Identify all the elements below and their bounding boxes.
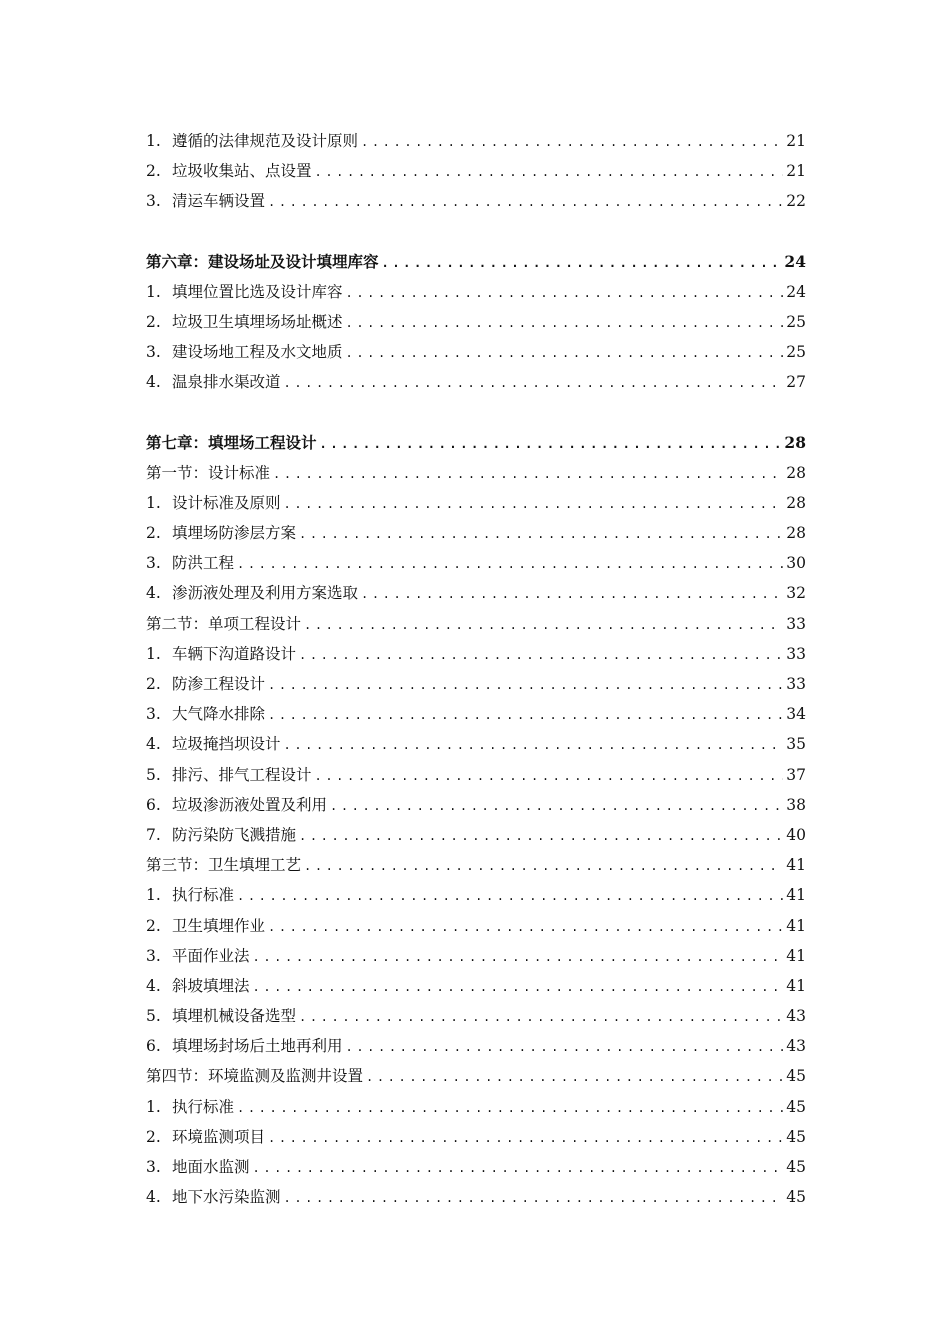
toc-entry-item[interactable] <box>146 518 806 548</box>
toc-entry-number: 2. <box>146 312 161 331</box>
toc-entry-text: 防洪工程 <box>172 554 235 573</box>
toc-entry-text: 遵循的法律规范及设计原则 <box>172 132 359 150</box>
dot-leader <box>237 881 783 911</box>
toc-entry-title <box>146 1182 281 1212</box>
toc-entry-number: 3. <box>146 705 161 724</box>
toc-entry-item[interactable] <box>146 639 806 669</box>
toc-entry-text: 第六章：建设场址及设计填埋库容 <box>146 251 379 271</box>
dot-leader <box>268 187 783 217</box>
toc-entry-number: 6. <box>146 795 161 814</box>
toc-entry-page-number: 28 <box>786 493 806 512</box>
toc-entry-item[interactable] <box>146 126 806 156</box>
toc-entry-number: 4. <box>146 735 161 754</box>
toc-entry-number: 1. <box>146 132 161 150</box>
toc-entry-text: 防污染防飞溅措施 <box>172 825 297 844</box>
toc-entry-number: 5. <box>146 1007 161 1026</box>
toc-entry-title <box>146 1061 363 1091</box>
toc-entry-text: 渗沥液处理及利用方案选取 <box>172 584 359 603</box>
dot-leader <box>315 761 783 791</box>
toc-entry-text: 环境监测项目 <box>172 1127 266 1146</box>
toc-entry-title <box>146 277 343 307</box>
toc-entry-page-number: 38 <box>786 795 806 814</box>
toc-entry-title <box>146 669 265 699</box>
toc-entry-title <box>146 518 296 548</box>
toc-entry-title <box>146 880 234 910</box>
toc-entry-item[interactable] <box>146 337 806 367</box>
toc-entry-page-number: 30 <box>786 554 806 573</box>
toc-entry-page-number: 33 <box>786 675 806 693</box>
toc-entry-text: 车辆下沟道路设计 <box>172 644 297 663</box>
toc-entry-section[interactable] <box>146 1061 806 1091</box>
toc-entry-page-number: 21 <box>786 162 806 181</box>
dot-leader <box>268 912 783 942</box>
toc-entry-page-number: 28 <box>786 463 806 482</box>
toc-entry-title <box>146 971 250 1001</box>
toc-entry-title <box>146 578 358 608</box>
toc-entry-page-number: 41 <box>786 946 806 965</box>
toc-entry-text: 垃圾收集站、点设置 <box>172 162 312 181</box>
toc-entry-title <box>146 307 343 337</box>
dot-leader <box>320 429 782 459</box>
toc-entry-text: 防渗工程设计 <box>172 675 266 693</box>
toc-entry-item[interactable] <box>146 941 806 971</box>
toc-entry-number: 4. <box>146 1188 161 1207</box>
toc-entry-number: 4. <box>146 584 161 603</box>
toc-entry-text: 垃圾掩挡坝设计 <box>172 735 281 754</box>
toc-entry-page-number: 27 <box>786 373 806 392</box>
dot-leader <box>284 368 783 398</box>
toc-entry-item[interactable] <box>146 488 806 518</box>
toc-entry-number: 2. <box>146 524 161 543</box>
toc-entry-number: 1. <box>146 644 161 663</box>
toc-entry-page-number: 28 <box>786 524 806 543</box>
toc-entry-text: 第二节：单项工程设计 <box>146 614 302 633</box>
toc-entry-number: 2. <box>146 1127 161 1146</box>
toc-entry-page-number: 33 <box>786 644 806 663</box>
toc-entry-text: 斜坡填埋法 <box>172 976 250 995</box>
toc-entry-page-number: 41 <box>786 856 806 875</box>
dot-leader <box>315 157 783 187</box>
toc-entry-title <box>146 1031 343 1061</box>
dot-leader <box>346 338 783 368</box>
toc-entry-title <box>146 428 317 458</box>
toc-entry-text: 建设场地工程及水文地质 <box>172 343 343 362</box>
dot-leader <box>237 1093 783 1123</box>
toc-entry-title <box>146 1122 265 1152</box>
toc-entry-page-number: 37 <box>786 765 806 784</box>
toc-entry-section[interactable] <box>146 850 806 880</box>
toc-entry-item[interactable] <box>146 1092 806 1122</box>
toc-entry-page-number: 41 <box>786 886 806 905</box>
toc-entry-item[interactable] <box>146 1122 806 1152</box>
toc-entry-title <box>146 699 265 729</box>
toc-entry-page-number: 45 <box>786 1067 806 1086</box>
toc-entry-item[interactable] <box>146 699 806 729</box>
toc-entry-page-number: 35 <box>786 735 806 754</box>
toc-entry-page-number: 28 <box>784 432 806 452</box>
toc-entry-number: 1. <box>146 282 161 301</box>
dot-leader <box>299 519 783 549</box>
toc-entry-chapter[interactable] <box>146 428 806 458</box>
toc-entry-text: 执行标准 <box>172 1097 235 1116</box>
toc-entry-section[interactable] <box>146 458 806 488</box>
dot-leader <box>382 248 782 278</box>
dot-leader <box>346 1032 783 1062</box>
toc-entry-page-number: 25 <box>786 343 806 362</box>
toc-entry-page-number: 24 <box>784 251 806 271</box>
toc-entry-page-number: 43 <box>786 1007 806 1026</box>
toc-entry-title <box>146 367 281 397</box>
toc-entry-item[interactable] <box>146 1001 806 1031</box>
toc-entry-text: 第一节：设计标准 <box>146 463 271 482</box>
toc-entry-page-number: 45 <box>786 1097 806 1116</box>
toc-entry-title <box>146 126 358 156</box>
dot-leader <box>299 821 783 851</box>
toc-entry-text: 执行标准 <box>172 886 235 905</box>
toc-entry-item[interactable] <box>146 669 806 699</box>
toc-entry-title <box>146 911 265 941</box>
toc-entry-page-number: 32 <box>786 584 806 603</box>
toc-entry-item[interactable] <box>146 1152 806 1182</box>
toc-entry-number: 3. <box>146 946 161 965</box>
toc-entry-number: 1. <box>146 493 161 512</box>
toc-entry-page-number: 33 <box>786 614 806 633</box>
toc-entry-text: 填埋场防渗层方案 <box>172 524 297 543</box>
toc-entry-number: 4. <box>146 373 161 392</box>
toc-entry-title <box>146 1092 234 1122</box>
toc-entry-page-number: 22 <box>786 192 806 211</box>
dot-leader <box>268 670 783 700</box>
toc-entry-page-number: 34 <box>786 705 806 724</box>
toc-entry-section[interactable] <box>146 609 806 639</box>
toc-entry-title <box>146 548 234 578</box>
toc-entry-item[interactable] <box>146 790 806 820</box>
toc-entry-text: 卫生填埋作业 <box>172 916 266 935</box>
toc-entry-number: 3. <box>146 1158 161 1176</box>
toc-entry-chapter[interactable] <box>146 247 806 277</box>
toc-entry-title <box>146 850 301 880</box>
toc-entry-text: 垃圾卫生填埋场场址概述 <box>172 312 343 331</box>
toc-entry-item[interactable] <box>146 880 806 910</box>
toc-entry-page-number: 40 <box>786 825 806 844</box>
toc-entry-text: 大气降水排除 <box>172 705 266 724</box>
dot-leader <box>346 278 783 308</box>
toc-entry-number: 1. <box>146 1097 161 1116</box>
toc-entry-text: 平面作业法 <box>172 946 250 965</box>
toc-entry-number: 7. <box>146 825 161 844</box>
toc-entry-item[interactable] <box>146 1182 806 1212</box>
dot-leader <box>299 1002 783 1032</box>
dot-leader <box>253 942 783 972</box>
toc-entry-text: 填埋机械设备选型 <box>172 1007 297 1026</box>
toc-entry-item[interactable] <box>146 367 806 397</box>
toc-entry-title <box>146 337 343 367</box>
toc-entry-number: 2. <box>146 916 161 935</box>
toc-entry-item[interactable] <box>146 760 806 790</box>
dot-leader <box>299 640 783 670</box>
toc-entry-number: 3. <box>146 343 161 362</box>
toc-entry-page-number: 45 <box>786 1127 806 1146</box>
toc-entry-title <box>146 458 270 488</box>
dot-leader <box>304 851 783 881</box>
toc-entry-number: 2. <box>146 162 161 181</box>
toc-entry-page-number: 25 <box>786 312 806 331</box>
toc-entry-page-number: 45 <box>786 1158 806 1176</box>
toc-entry-number: 5. <box>146 765 161 784</box>
toc-entry-page-number: 41 <box>786 976 806 995</box>
toc-entry-number: 4. <box>146 976 161 995</box>
toc-entry-title <box>146 1001 296 1031</box>
toc-entry-number: 6. <box>146 1037 161 1056</box>
dot-leader <box>273 459 783 489</box>
dot-leader <box>268 700 783 730</box>
toc-entry-title <box>146 1152 250 1182</box>
toc-entry-item[interactable] <box>146 820 806 850</box>
dot-leader <box>284 489 783 519</box>
toc-entry-title <box>146 488 281 518</box>
dot-leader <box>361 579 783 609</box>
dot-leader <box>237 549 783 579</box>
toc-entry-text: 设计标准及原则 <box>172 493 281 512</box>
toc-entry-text: 排污、排气工程设计 <box>172 765 312 784</box>
toc-entry-text: 第七章：填埋场工程设计 <box>146 432 317 452</box>
toc-entry-page-number: 24 <box>786 282 806 301</box>
dot-leader <box>284 1183 783 1213</box>
dot-leader <box>284 730 783 760</box>
toc-entry-text: 第四节：环境监测及监测井设置 <box>146 1067 364 1086</box>
toc-entry-title <box>146 247 379 277</box>
dot-leader <box>268 1123 783 1153</box>
toc-entry-title <box>146 729 281 759</box>
toc-entry-item[interactable] <box>146 729 806 759</box>
toc-entry-title <box>146 790 327 820</box>
toc-entry-title <box>146 609 301 639</box>
dot-leader <box>253 1153 783 1183</box>
toc-entry-title <box>146 760 312 790</box>
dot-leader <box>304 610 783 640</box>
toc-entry-text: 清运车辆设置 <box>172 192 266 211</box>
toc-entry-text: 填埋位置比选及设计库容 <box>172 282 343 301</box>
toc-entry-page-number: 45 <box>786 1188 806 1207</box>
toc-entry-number: 1. <box>146 886 161 905</box>
dot-leader <box>253 972 783 1002</box>
toc-entry-title <box>146 639 296 669</box>
dot-leader <box>366 1062 783 1092</box>
toc-entry-number: 3. <box>146 192 161 211</box>
toc-entry-text: 温泉排水渠改道 <box>172 373 281 392</box>
dot-leader <box>346 308 783 338</box>
toc-entry-item[interactable] <box>146 186 806 216</box>
toc-entry-text: 第三节：卫生填埋工艺 <box>146 856 302 875</box>
table-of-contents <box>146 126 806 1212</box>
toc-entry-item[interactable] <box>146 277 806 307</box>
toc-entry-item[interactable] <box>146 1031 806 1061</box>
toc-entry-page-number: 21 <box>786 132 806 150</box>
toc-entry-text: 填埋场封场后土地再利用 <box>172 1037 343 1056</box>
toc-entry-title <box>146 186 265 216</box>
toc-entry-number: 2. <box>146 675 161 693</box>
toc-entry-item[interactable] <box>146 578 806 608</box>
dot-leader <box>361 127 783 157</box>
toc-entry-text: 地面水监测 <box>172 1158 250 1176</box>
toc-entry-item[interactable] <box>146 156 806 186</box>
toc-entry-title <box>146 941 250 971</box>
toc-entry-text: 地下水污染监测 <box>172 1188 281 1207</box>
dot-leader <box>330 791 783 821</box>
toc-entry-item[interactable] <box>146 307 806 337</box>
toc-entry-title <box>146 156 312 186</box>
toc-entry-item[interactable] <box>146 911 806 941</box>
toc-entry-item[interactable] <box>146 548 806 578</box>
toc-entry-page-number: 43 <box>786 1037 806 1056</box>
toc-entry-item[interactable] <box>146 971 806 1001</box>
toc-entry-text: 垃圾渗沥液处置及利用 <box>172 795 328 814</box>
toc-entry-page-number: 41 <box>786 916 806 935</box>
toc-entry-title <box>146 820 296 850</box>
toc-entry-number: 3. <box>146 554 161 573</box>
